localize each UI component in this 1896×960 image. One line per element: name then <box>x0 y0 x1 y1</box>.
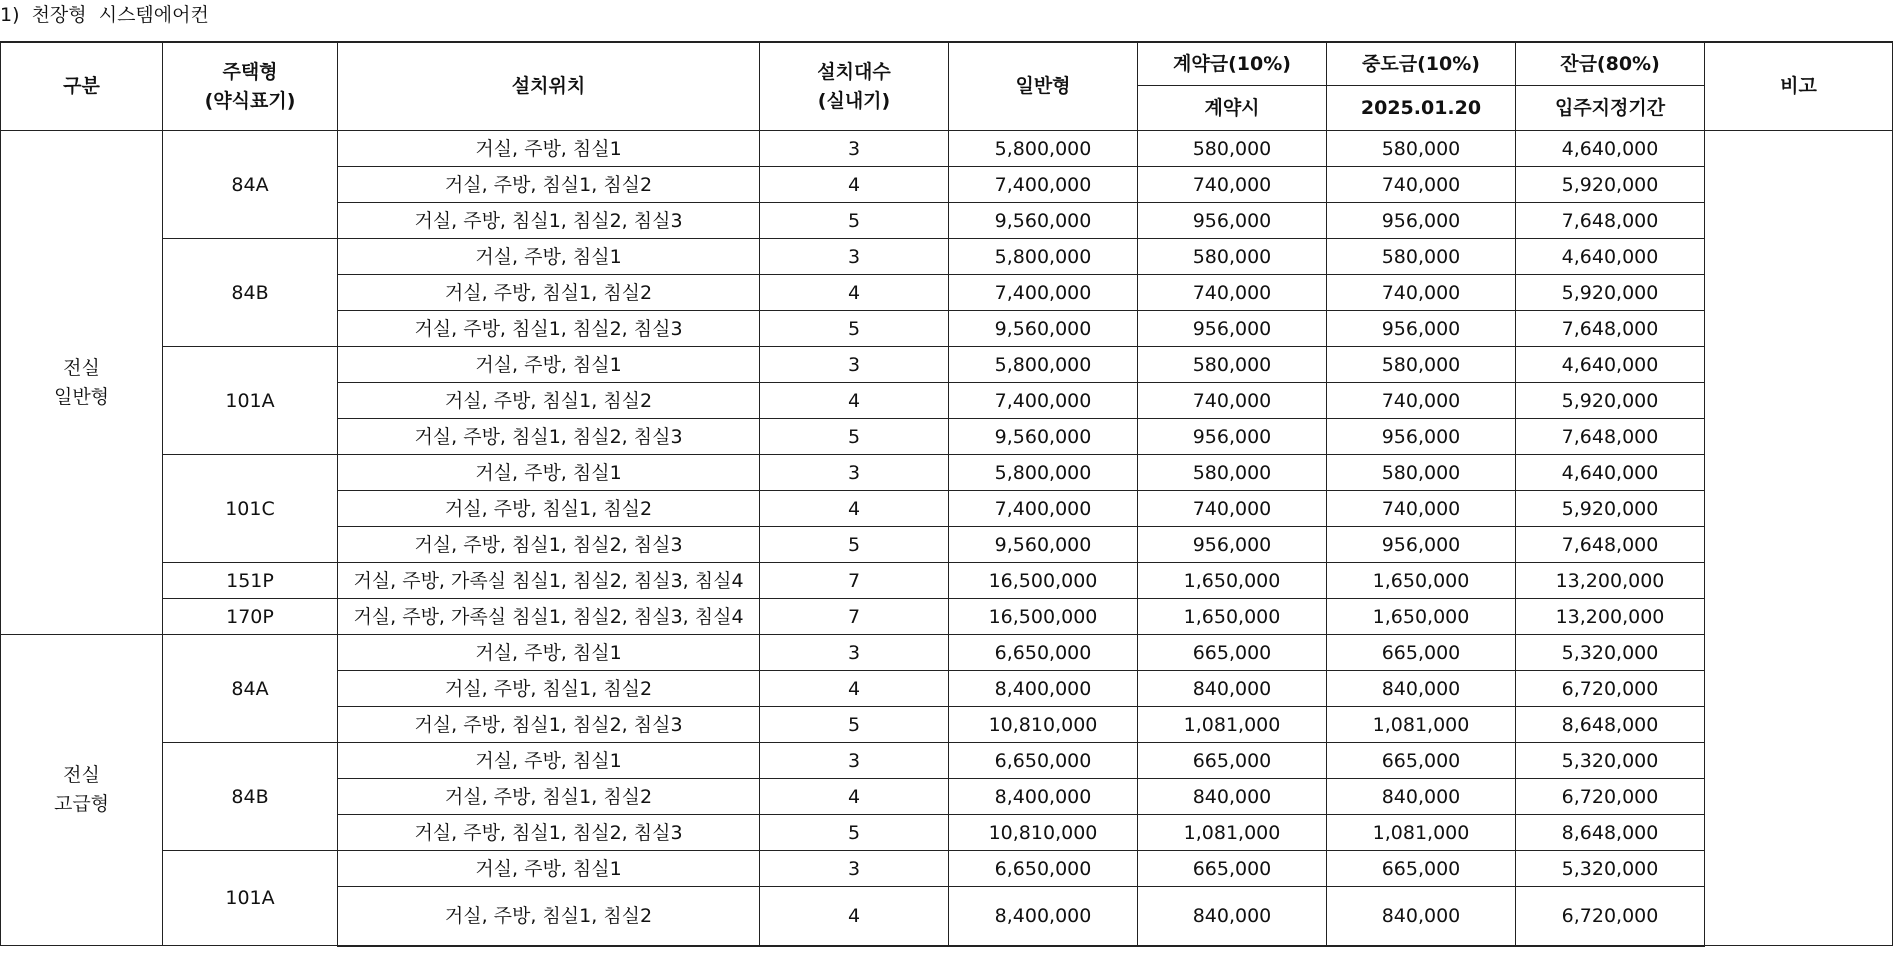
section-title: 1) 천장형 시스템에어컨 <box>0 4 209 26</box>
deposit-cell: 840,000 <box>1138 671 1327 707</box>
balance-cell: 7,648,000 <box>1516 419 1705 455</box>
location-cell: 거실, 주방, 침실1, 침실2 <box>338 383 760 419</box>
header-balance-sub: 입주지정기간 <box>1516 86 1705 131</box>
header-balance: 잔금(80%) <box>1516 42 1705 86</box>
location-cell: 거실, 주방, 침실1 <box>338 743 760 779</box>
general-price-cell: 16,500,000 <box>949 599 1138 635</box>
balance-cell: 13,200,000 <box>1516 599 1705 635</box>
house-type-cell: 101A <box>163 347 338 455</box>
deposit-cell: 580,000 <box>1138 239 1327 275</box>
general-price-cell: 8,400,000 <box>949 671 1138 707</box>
general-price-cell: 5,800,000 <box>949 239 1138 275</box>
balance-cell: 6,720,000 <box>1516 671 1705 707</box>
house-type-cell: 151P <box>163 563 338 599</box>
house-type-cell: 101C <box>163 455 338 563</box>
units-cell: 3 <box>760 455 949 491</box>
balance-cell: 6,720,000 <box>1516 779 1705 815</box>
general-price-cell: 7,400,000 <box>949 383 1138 419</box>
middle-payment-cell: 840,000 <box>1327 779 1516 815</box>
header-house-type-line2: (약식표기) <box>204 89 296 112</box>
table-row <box>1 599 1893 635</box>
header-note: 비고 <box>1705 42 1893 131</box>
location-cell: 거실, 주방, 침실1, 침실2 <box>338 887 760 946</box>
deposit-cell: 1,650,000 <box>1138 563 1327 599</box>
units-cell: 4 <box>760 779 949 815</box>
header-units-line2: (실내기) <box>817 89 891 112</box>
middle-payment-cell: 740,000 <box>1327 383 1516 419</box>
deposit-cell: 740,000 <box>1138 167 1327 203</box>
header-house-type-line1: 주택형 <box>222 60 278 83</box>
general-price-cell: 10,810,000 <box>949 707 1138 743</box>
deposit-cell: 956,000 <box>1138 311 1327 347</box>
middle-payment-cell: 740,000 <box>1327 275 1516 311</box>
location-cell: 거실, 주방, 침실1, 침실2 <box>338 275 760 311</box>
table-row <box>1 239 1893 275</box>
location-cell: 거실, 주방, 침실1 <box>338 455 760 491</box>
location-cell: 거실, 주방, 침실1 <box>338 131 760 167</box>
general-price-cell: 8,400,000 <box>949 779 1138 815</box>
balance-cell: 5,320,000 <box>1516 851 1705 887</box>
balance-cell: 4,640,000 <box>1516 347 1705 383</box>
balance-cell: 5,920,000 <box>1516 383 1705 419</box>
location-cell: 거실, 주방, 침실1, 침실2 <box>338 491 760 527</box>
house-type-cell: 84A <box>163 635 338 743</box>
units-cell: 5 <box>760 815 949 851</box>
units-cell: 3 <box>760 131 949 167</box>
middle-payment-cell: 740,000 <box>1327 491 1516 527</box>
general-price-cell: 8,400,000 <box>949 887 1138 946</box>
location-cell: 거실, 주방, 침실1, 침실2, 침실3 <box>338 311 760 347</box>
location-cell: 거실, 주방, 가족실 침실1, 침실2, 침실3, 침실4 <box>338 563 760 599</box>
deposit-cell: 740,000 <box>1138 383 1327 419</box>
units-cell: 4 <box>760 275 949 311</box>
general-price-cell: 7,400,000 <box>949 491 1138 527</box>
balance-cell: 8,648,000 <box>1516 707 1705 743</box>
location-cell: 거실, 주방, 침실1 <box>338 851 760 887</box>
units-cell: 3 <box>760 851 949 887</box>
units-cell: 4 <box>760 383 949 419</box>
header-units-line1: 설치대수 <box>817 60 891 83</box>
location-cell: 거실, 주방, 침실1, 침실2, 침실3 <box>338 815 760 851</box>
units-cell: 3 <box>760 239 949 275</box>
middle-payment-cell: 580,000 <box>1327 455 1516 491</box>
deposit-cell: 840,000 <box>1138 887 1327 946</box>
house-type-cell: 84A <box>163 131 338 239</box>
house-type-cell: 84B <box>163 743 338 851</box>
table-row <box>1 347 1893 383</box>
middle-payment-cell: 665,000 <box>1327 851 1516 887</box>
general-price-cell: 6,650,000 <box>949 743 1138 779</box>
middle-payment-cell: 1,650,000 <box>1327 563 1516 599</box>
table-body <box>1 131 1893 946</box>
units-cell: 3 <box>760 743 949 779</box>
middle-payment-cell: 840,000 <box>1327 887 1516 946</box>
deposit-cell: 1,650,000 <box>1138 599 1327 635</box>
deposit-cell: 956,000 <box>1138 419 1327 455</box>
location-cell: 거실, 주방, 침실1, 침실2, 침실3 <box>338 707 760 743</box>
balance-cell: 6,720,000 <box>1516 887 1705 946</box>
deposit-cell: 956,000 <box>1138 203 1327 239</box>
general-price-cell: 6,650,000 <box>949 635 1138 671</box>
balance-cell: 5,920,000 <box>1516 491 1705 527</box>
balance-cell: 13,200,000 <box>1516 563 1705 599</box>
house-type-cell: 170P <box>163 599 338 635</box>
general-price-cell: 10,810,000 <box>949 815 1138 851</box>
deposit-cell: 740,000 <box>1138 491 1327 527</box>
balance-cell: 5,920,000 <box>1516 167 1705 203</box>
middle-payment-cell: 580,000 <box>1327 347 1516 383</box>
middle-payment-cell: 956,000 <box>1327 419 1516 455</box>
units-cell: 4 <box>760 491 949 527</box>
units-cell: 5 <box>760 527 949 563</box>
middle-payment-cell: 580,000 <box>1327 239 1516 275</box>
units-cell: 5 <box>760 203 949 239</box>
units-cell: 7 <box>760 599 949 635</box>
table-row <box>1 131 1893 167</box>
location-cell: 거실, 주방, 침실1, 침실2 <box>338 671 760 707</box>
units-cell: 5 <box>760 311 949 347</box>
category-label-line2: 일반형 <box>53 385 110 408</box>
balance-cell: 8,648,000 <box>1516 815 1705 851</box>
table-row <box>1 851 1893 887</box>
location-cell: 거실, 주방, 침실1, 침실2 <box>338 779 760 815</box>
middle-payment-cell: 665,000 <box>1327 743 1516 779</box>
deposit-cell: 1,081,000 <box>1138 707 1327 743</box>
deposit-cell: 956,000 <box>1138 527 1327 563</box>
table-row <box>1 743 1893 779</box>
location-cell: 거실, 주방, 가족실 침실1, 침실2, 침실3, 침실4 <box>338 599 760 635</box>
category-label-line1: 전실 <box>63 356 100 379</box>
deposit-cell: 665,000 <box>1138 635 1327 671</box>
location-cell: 거실, 주방, 침실1 <box>338 635 760 671</box>
units-cell: 3 <box>760 347 949 383</box>
balance-cell: 7,648,000 <box>1516 527 1705 563</box>
middle-payment-cell: 665,000 <box>1327 635 1516 671</box>
middle-payment-cell: 956,000 <box>1327 311 1516 347</box>
category-cell <box>1 131 163 635</box>
header-deposit-sub: 계약시 <box>1138 86 1327 131</box>
deposit-cell: 1,081,000 <box>1138 815 1327 851</box>
middle-payment-cell: 1,081,000 <box>1327 815 1516 851</box>
deposit-cell: 580,000 <box>1138 131 1327 167</box>
middle-payment-cell: 740,000 <box>1327 167 1516 203</box>
location-cell: 거실, 주방, 침실1 <box>338 347 760 383</box>
general-price-cell: 9,560,000 <box>949 203 1138 239</box>
deposit-cell: 665,000 <box>1138 851 1327 887</box>
note-cell <box>1705 131 1893 946</box>
middle-payment-cell: 840,000 <box>1327 671 1516 707</box>
header-row <box>1 42 1893 86</box>
house-type-cell: 84B <box>163 239 338 347</box>
price-table <box>0 41 1893 947</box>
middle-payment-cell: 956,000 <box>1327 203 1516 239</box>
units-cell: 5 <box>760 707 949 743</box>
general-price-cell: 5,800,000 <box>949 347 1138 383</box>
general-price-cell: 9,560,000 <box>949 419 1138 455</box>
units-cell: 4 <box>760 887 949 946</box>
deposit-cell: 840,000 <box>1138 779 1327 815</box>
category-cell <box>1 635 163 946</box>
general-price-cell: 9,560,000 <box>949 527 1138 563</box>
units-cell: 7 <box>760 563 949 599</box>
balance-cell: 4,640,000 <box>1516 239 1705 275</box>
header-location: 설치위치 <box>338 42 760 131</box>
location-cell: 거실, 주방, 침실1, 침실2, 침실3 <box>338 203 760 239</box>
category-label-line1: 전실 <box>63 764 100 786</box>
header-middle: 중도금(10%) <box>1327 42 1516 86</box>
header-house-type <box>163 42 338 131</box>
location-cell: 거실, 주방, 침실1, 침실2 <box>338 167 760 203</box>
category-label-line2: 고급형 <box>53 793 110 815</box>
header-middle-sub: 2025.01.20 <box>1327 86 1516 131</box>
general-price-cell: 5,800,000 <box>949 455 1138 491</box>
balance-cell: 4,640,000 <box>1516 455 1705 491</box>
table-row <box>1 455 1893 491</box>
house-type-cell: 101A <box>163 851 338 946</box>
header-units <box>760 42 949 131</box>
header-category: 구분 <box>1 42 163 131</box>
balance-cell: 7,648,000 <box>1516 311 1705 347</box>
middle-payment-cell: 1,081,000 <box>1327 707 1516 743</box>
location-cell: 거실, 주방, 침실1 <box>338 239 760 275</box>
header-deposit: 계약금(10%) <box>1138 42 1327 86</box>
middle-payment-cell: 1,650,000 <box>1327 599 1516 635</box>
balance-cell: 5,320,000 <box>1516 635 1705 671</box>
units-cell: 3 <box>760 635 949 671</box>
general-price-cell: 5,800,000 <box>949 131 1138 167</box>
balance-cell: 7,648,000 <box>1516 203 1705 239</box>
balance-cell: 4,640,000 <box>1516 131 1705 167</box>
units-cell: 5 <box>760 419 949 455</box>
table-row <box>1 635 1893 671</box>
middle-payment-cell: 580,000 <box>1327 131 1516 167</box>
location-cell: 거실, 주방, 침실1, 침실2, 침실3 <box>338 527 760 563</box>
deposit-cell: 580,000 <box>1138 455 1327 491</box>
balance-cell: 5,920,000 <box>1516 275 1705 311</box>
deposit-cell: 740,000 <box>1138 275 1327 311</box>
units-cell: 4 <box>760 167 949 203</box>
balance-cell: 5,320,000 <box>1516 743 1705 779</box>
deposit-cell: 580,000 <box>1138 347 1327 383</box>
units-cell: 4 <box>760 671 949 707</box>
general-price-cell: 7,400,000 <box>949 275 1138 311</box>
general-price-cell: 6,650,000 <box>949 851 1138 887</box>
deposit-cell: 665,000 <box>1138 743 1327 779</box>
table-row <box>1 563 1893 599</box>
middle-payment-cell: 956,000 <box>1327 527 1516 563</box>
general-price-cell: 16,500,000 <box>949 563 1138 599</box>
header-general: 일반형 <box>949 42 1138 131</box>
location-cell: 거실, 주방, 침실1, 침실2, 침실3 <box>338 419 760 455</box>
general-price-cell: 9,560,000 <box>949 311 1138 347</box>
general-price-cell: 7,400,000 <box>949 167 1138 203</box>
